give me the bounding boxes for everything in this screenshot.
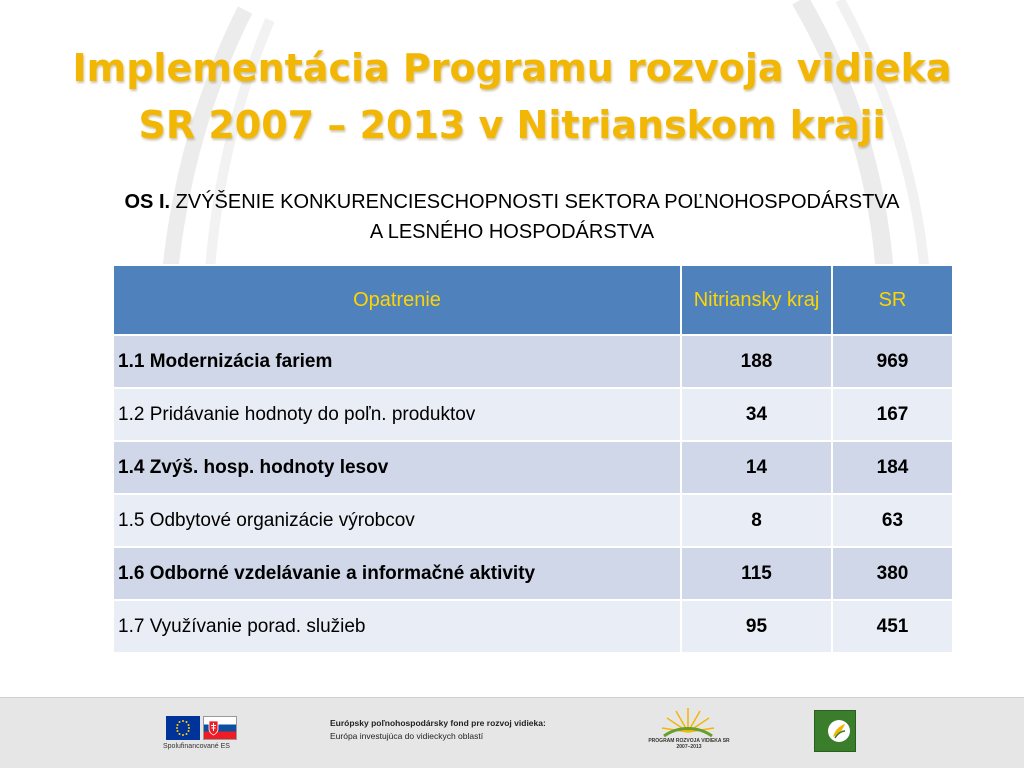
fund-title: Európsky poľnohospodársky fond pre rozvoj vidieka: <box>330 718 546 728</box>
nitra-count: 8 <box>681 494 832 547</box>
table-row <box>113 600 953 653</box>
header-sr: SR <box>832 265 953 335</box>
nitra-count: 34 <box>681 388 832 441</box>
slovak-flag-icon <box>203 716 237 740</box>
header-nitra-region: Nitriansky kraj <box>681 265 832 335</box>
measure-name: 1.1 Modernizácia fariem <box>113 335 681 388</box>
sr-count: 63 <box>832 494 953 547</box>
subtitle-line-2: A LESNÉHO HOSPODÁRSTVA <box>369 221 655 243</box>
footer-bar <box>0 697 1024 768</box>
page-title <box>0 40 1024 154</box>
eu-flag-icon <box>166 716 200 740</box>
program-logo-label: PROGRAM ROZVOJA VIDIEKA SR 2007–2013 <box>648 738 730 750</box>
measure-name: 1.5 Odbytové organizácie výrobcov <box>113 494 681 547</box>
table-row <box>113 494 953 547</box>
sr-count: 451 <box>832 600 953 653</box>
measure-name: 1.4 Zvýš. hosp. hodnoty lesov <box>113 441 681 494</box>
nitra-count: 95 <box>681 600 832 653</box>
table-row <box>113 388 953 441</box>
fund-tagline: Európa investujúca do vidieckych oblastí <box>330 731 484 741</box>
subtitle-lead: OS I. <box>124 191 171 213</box>
sr-count: 167 <box>832 388 953 441</box>
section-subtitle <box>40 187 984 247</box>
nitra-count: 188 <box>681 335 832 388</box>
sr-count: 380 <box>832 547 953 600</box>
title-line-2: SR 2007 – 2013 v Nitrianskom kraji <box>138 103 886 147</box>
sr-count: 969 <box>832 335 953 388</box>
leader-logo-icon <box>814 710 856 752</box>
subtitle-text: ZVÝŠENIE KONKURENCIESCHOPNOSTI SEKTORA POĽNOHOSPODÁRSTVA <box>170 191 900 213</box>
title-line-1: Implementácia Programu rozvoja vidieka <box>72 46 952 90</box>
measure-name: 1.7 Využívanie porad. služieb <box>113 600 681 653</box>
measure-name: 1.6 Odborné vzdelávanie a informačné aktivity <box>113 547 681 600</box>
rural-development-program-logo-icon <box>650 702 726 764</box>
header-measure: Opatrenie <box>113 265 681 335</box>
nitra-count: 115 <box>681 547 832 600</box>
table-row <box>113 547 953 600</box>
table-row <box>113 335 953 388</box>
measures-table <box>112 264 954 654</box>
measure-name: 1.2 Pridávanie hodnoty do poľn. produktov <box>113 388 681 441</box>
table-row <box>113 441 953 494</box>
cofinanced-caption: Spolufinancované ES <box>163 743 230 750</box>
table-header-row <box>113 265 953 335</box>
sr-count: 184 <box>832 441 953 494</box>
nitra-count: 14 <box>681 441 832 494</box>
